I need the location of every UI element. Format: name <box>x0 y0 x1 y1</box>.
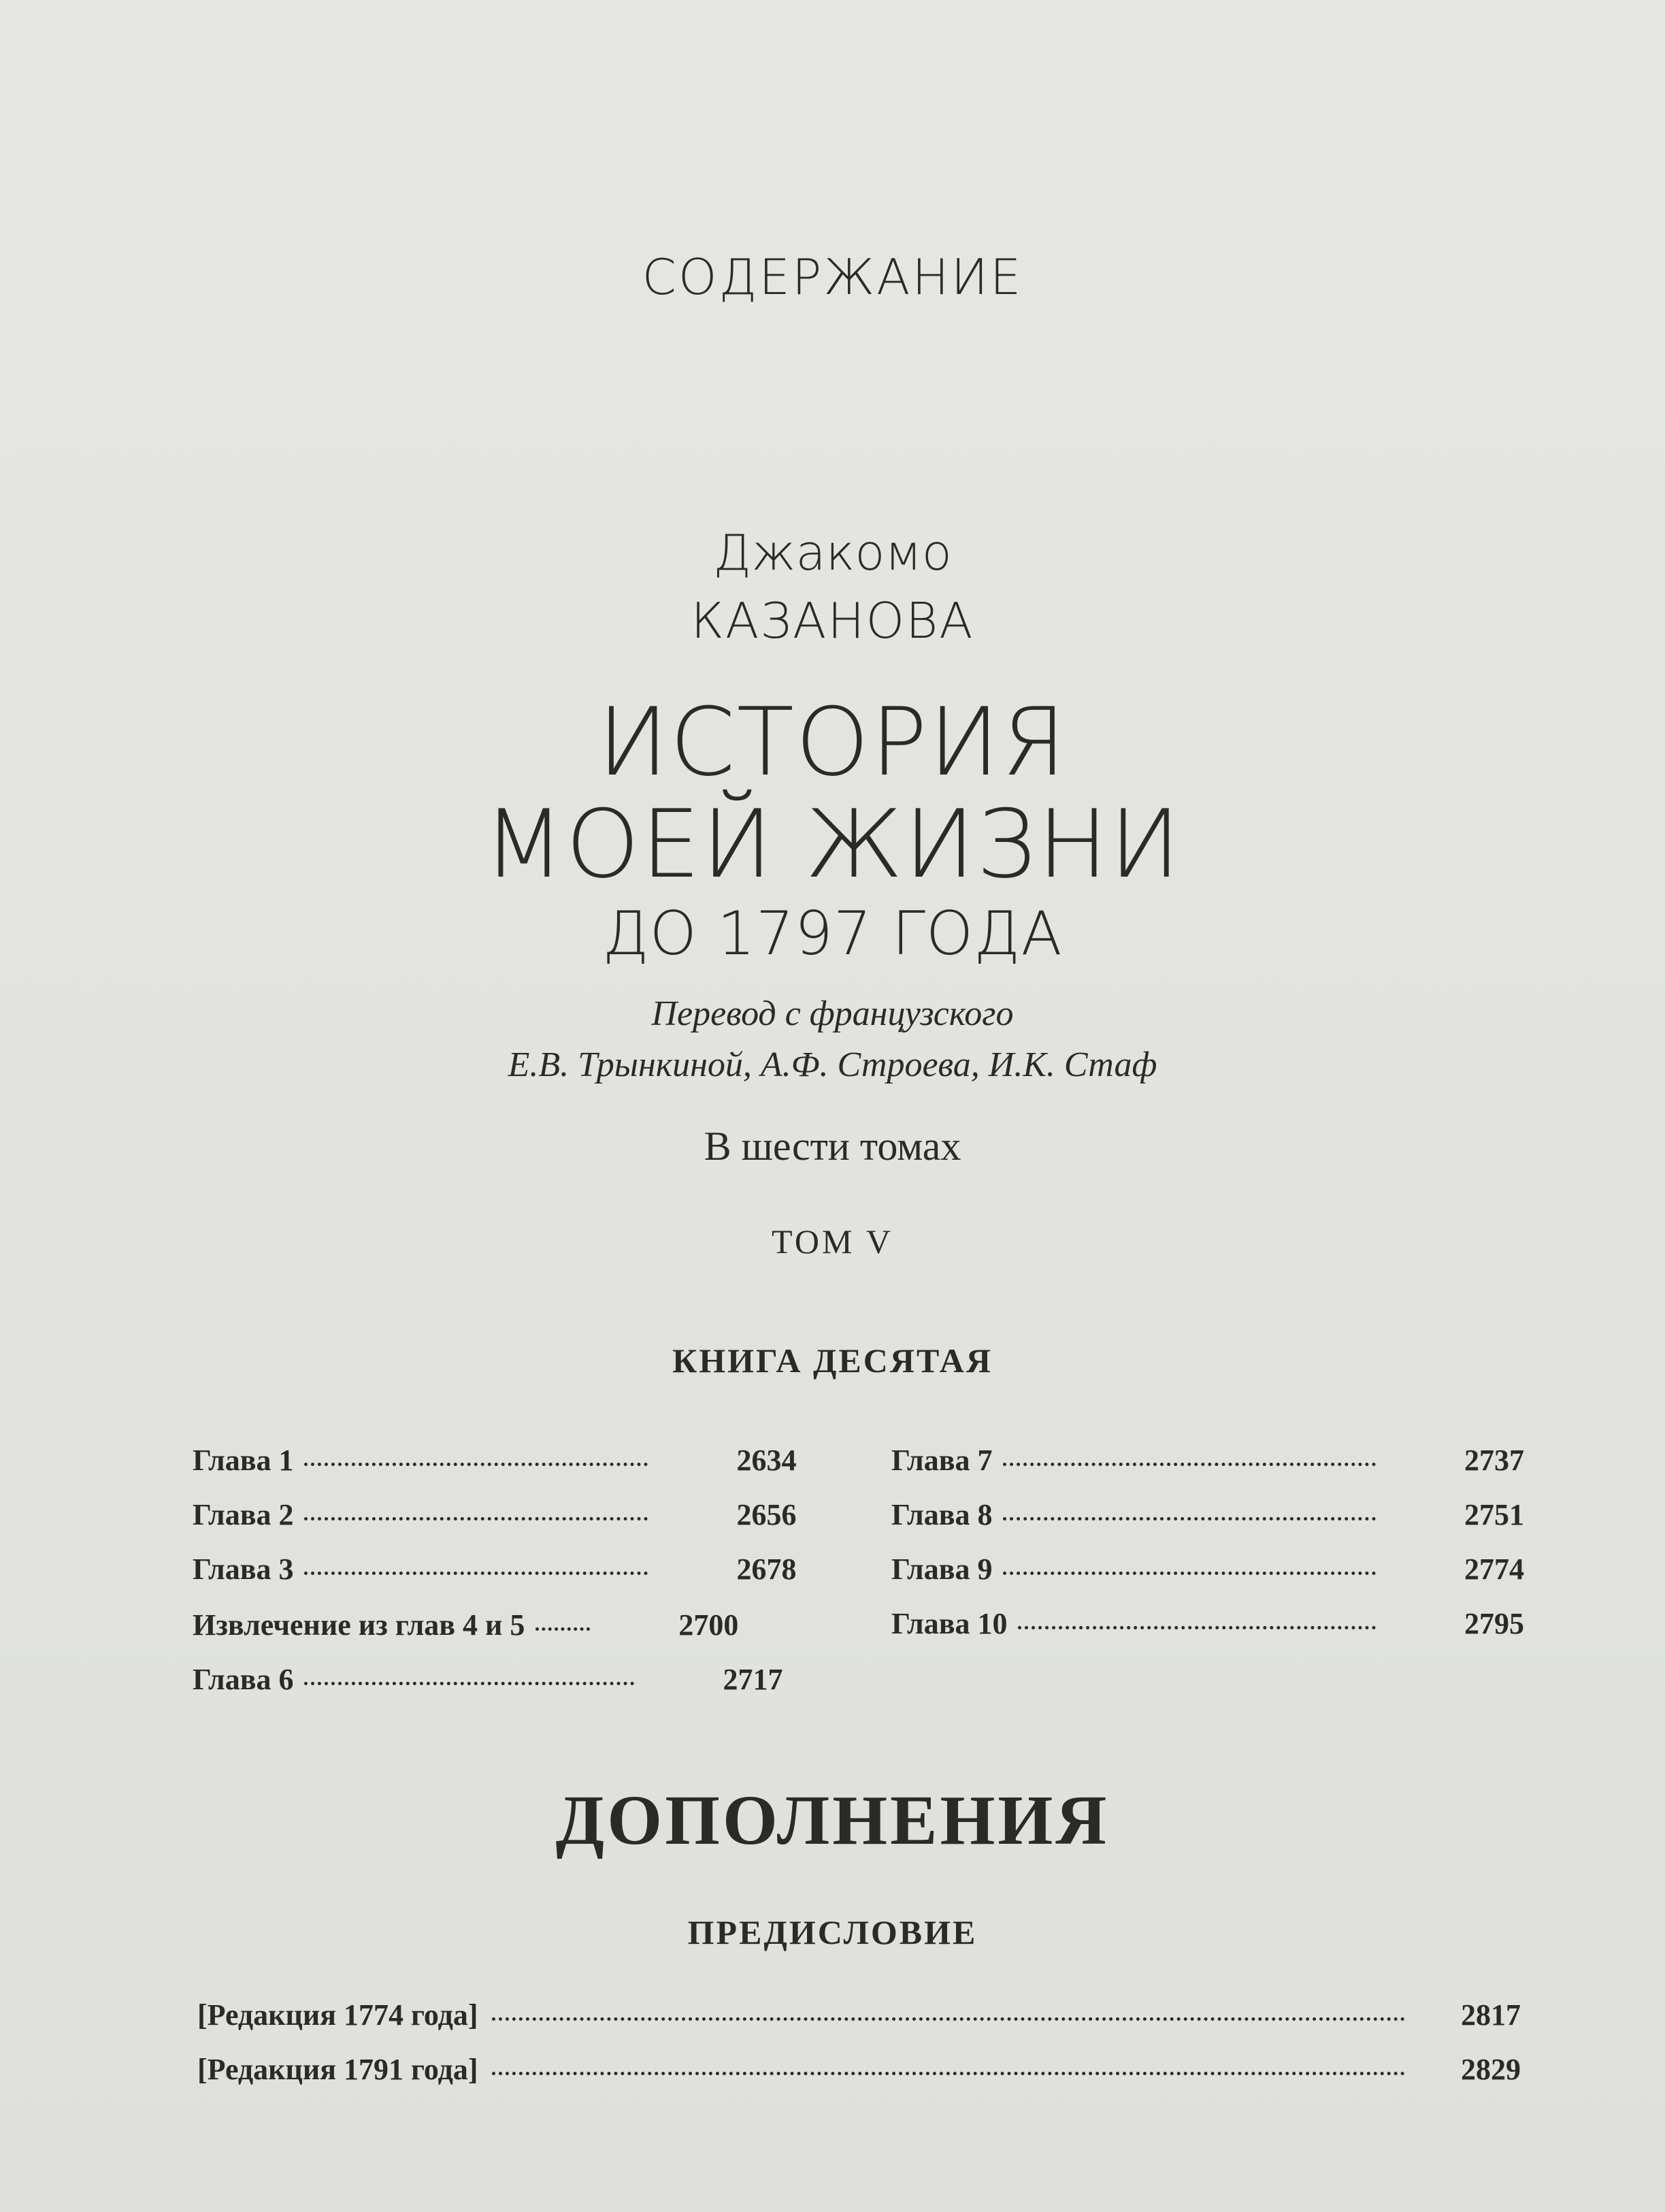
dot-leader <box>1003 1462 1376 1466</box>
preface-heading: ПРЕДИСЛОВИЕ <box>687 1913 978 1951</box>
volume-number: ТОМ V <box>771 1222 894 1260</box>
volumes-note: В шести томах <box>704 1124 961 1169</box>
toc-entry[interactable] <box>193 1552 839 1593</box>
dot-leader <box>492 2071 1405 2075</box>
toc-entry-label: Извлечение из глав 4 и 5 <box>193 1608 525 1642</box>
toc-entry[interactable] <box>891 1443 1524 1484</box>
book-section-title: КНИГА ДЕСЯТАЯ <box>672 1341 993 1380</box>
toc-entry-page: 2774 <box>1464 1552 1524 1586</box>
toc-entry-label: Глава 10 <box>891 1607 1008 1640</box>
toc-entry-page: 2634 <box>736 1444 797 1477</box>
dot-leader <box>1003 1516 1376 1520</box>
author-last-name: КАЗАНОВА <box>691 592 974 649</box>
toc-entry[interactable] <box>891 1606 1524 1647</box>
dot-leader <box>535 1627 590 1631</box>
toc-entry-page: 2717 <box>723 1663 783 1696</box>
toc-entry[interactable] <box>891 1497 1524 1538</box>
translation-credit-line-1: Перевод с французского <box>651 994 1014 1033</box>
book-title-line-1: ИСТОРИЯ <box>597 687 1068 797</box>
toc-entry-label: Глава 7 <box>891 1444 993 1477</box>
toc-entry-label: Глава 8 <box>891 1498 993 1531</box>
toc-entry-label: Глава 9 <box>891 1552 993 1586</box>
book-subtitle: ДО 1797 ГОДА <box>602 898 1063 969</box>
toc-entry-page: 2700 <box>678 1608 739 1642</box>
dot-leader <box>492 2017 1405 2021</box>
preface-entry[interactable] <box>197 1998 1521 2032</box>
toc-entry-page: 2678 <box>736 1552 797 1586</box>
preface-entry-page: 2817 <box>1461 1998 1521 2032</box>
preface-entry-page: 2829 <box>1461 2053 1521 2086</box>
preface-entry-label: [Редакция 1791 года] <box>197 2053 478 2086</box>
author-first-name: Джакомо <box>713 524 952 581</box>
preface-entry[interactable] <box>197 2052 1521 2087</box>
toc-entry-label: Глава 6 <box>193 1663 294 1696</box>
toc-entry-label: Глава 1 <box>193 1444 294 1477</box>
dot-leader <box>304 1571 648 1575</box>
supplements-heading: ДОПОЛНЕНИЯ <box>555 1781 1110 1859</box>
toc-entry-page: 2795 <box>1464 1607 1524 1640</box>
dot-leader <box>1018 1625 1376 1629</box>
dot-leader <box>1003 1571 1376 1575</box>
toc-entry[interactable] <box>891 1552 1524 1593</box>
toc-entry-label: Глава 2 <box>193 1498 294 1531</box>
toc-entry[interactable] <box>193 1608 839 1648</box>
translation-credit-line-2: Е.В. Трынкиной, А.Ф. Строева, И.К. Стаф <box>508 1045 1157 1084</box>
contents-heading: СОДЕРЖАНИЕ <box>642 248 1023 306</box>
book-title-line-2: МОЕЙ ЖИЗНИ <box>483 790 1182 899</box>
toc-entry[interactable] <box>193 1443 839 1484</box>
dot-leader <box>304 1462 648 1466</box>
toc-entry[interactable] <box>193 1497 839 1538</box>
toc-entry-page: 2737 <box>1464 1444 1524 1477</box>
dot-leader <box>304 1516 648 1520</box>
toc-entry-page: 2751 <box>1464 1498 1524 1531</box>
preface-entry-label: [Редакция 1774 года] <box>197 1998 478 2032</box>
toc-entry[interactable] <box>193 1662 839 1703</box>
dot-leader <box>304 1681 634 1685</box>
toc-entry-page: 2656 <box>736 1498 797 1531</box>
toc-entry-label: Глава 3 <box>193 1552 294 1586</box>
